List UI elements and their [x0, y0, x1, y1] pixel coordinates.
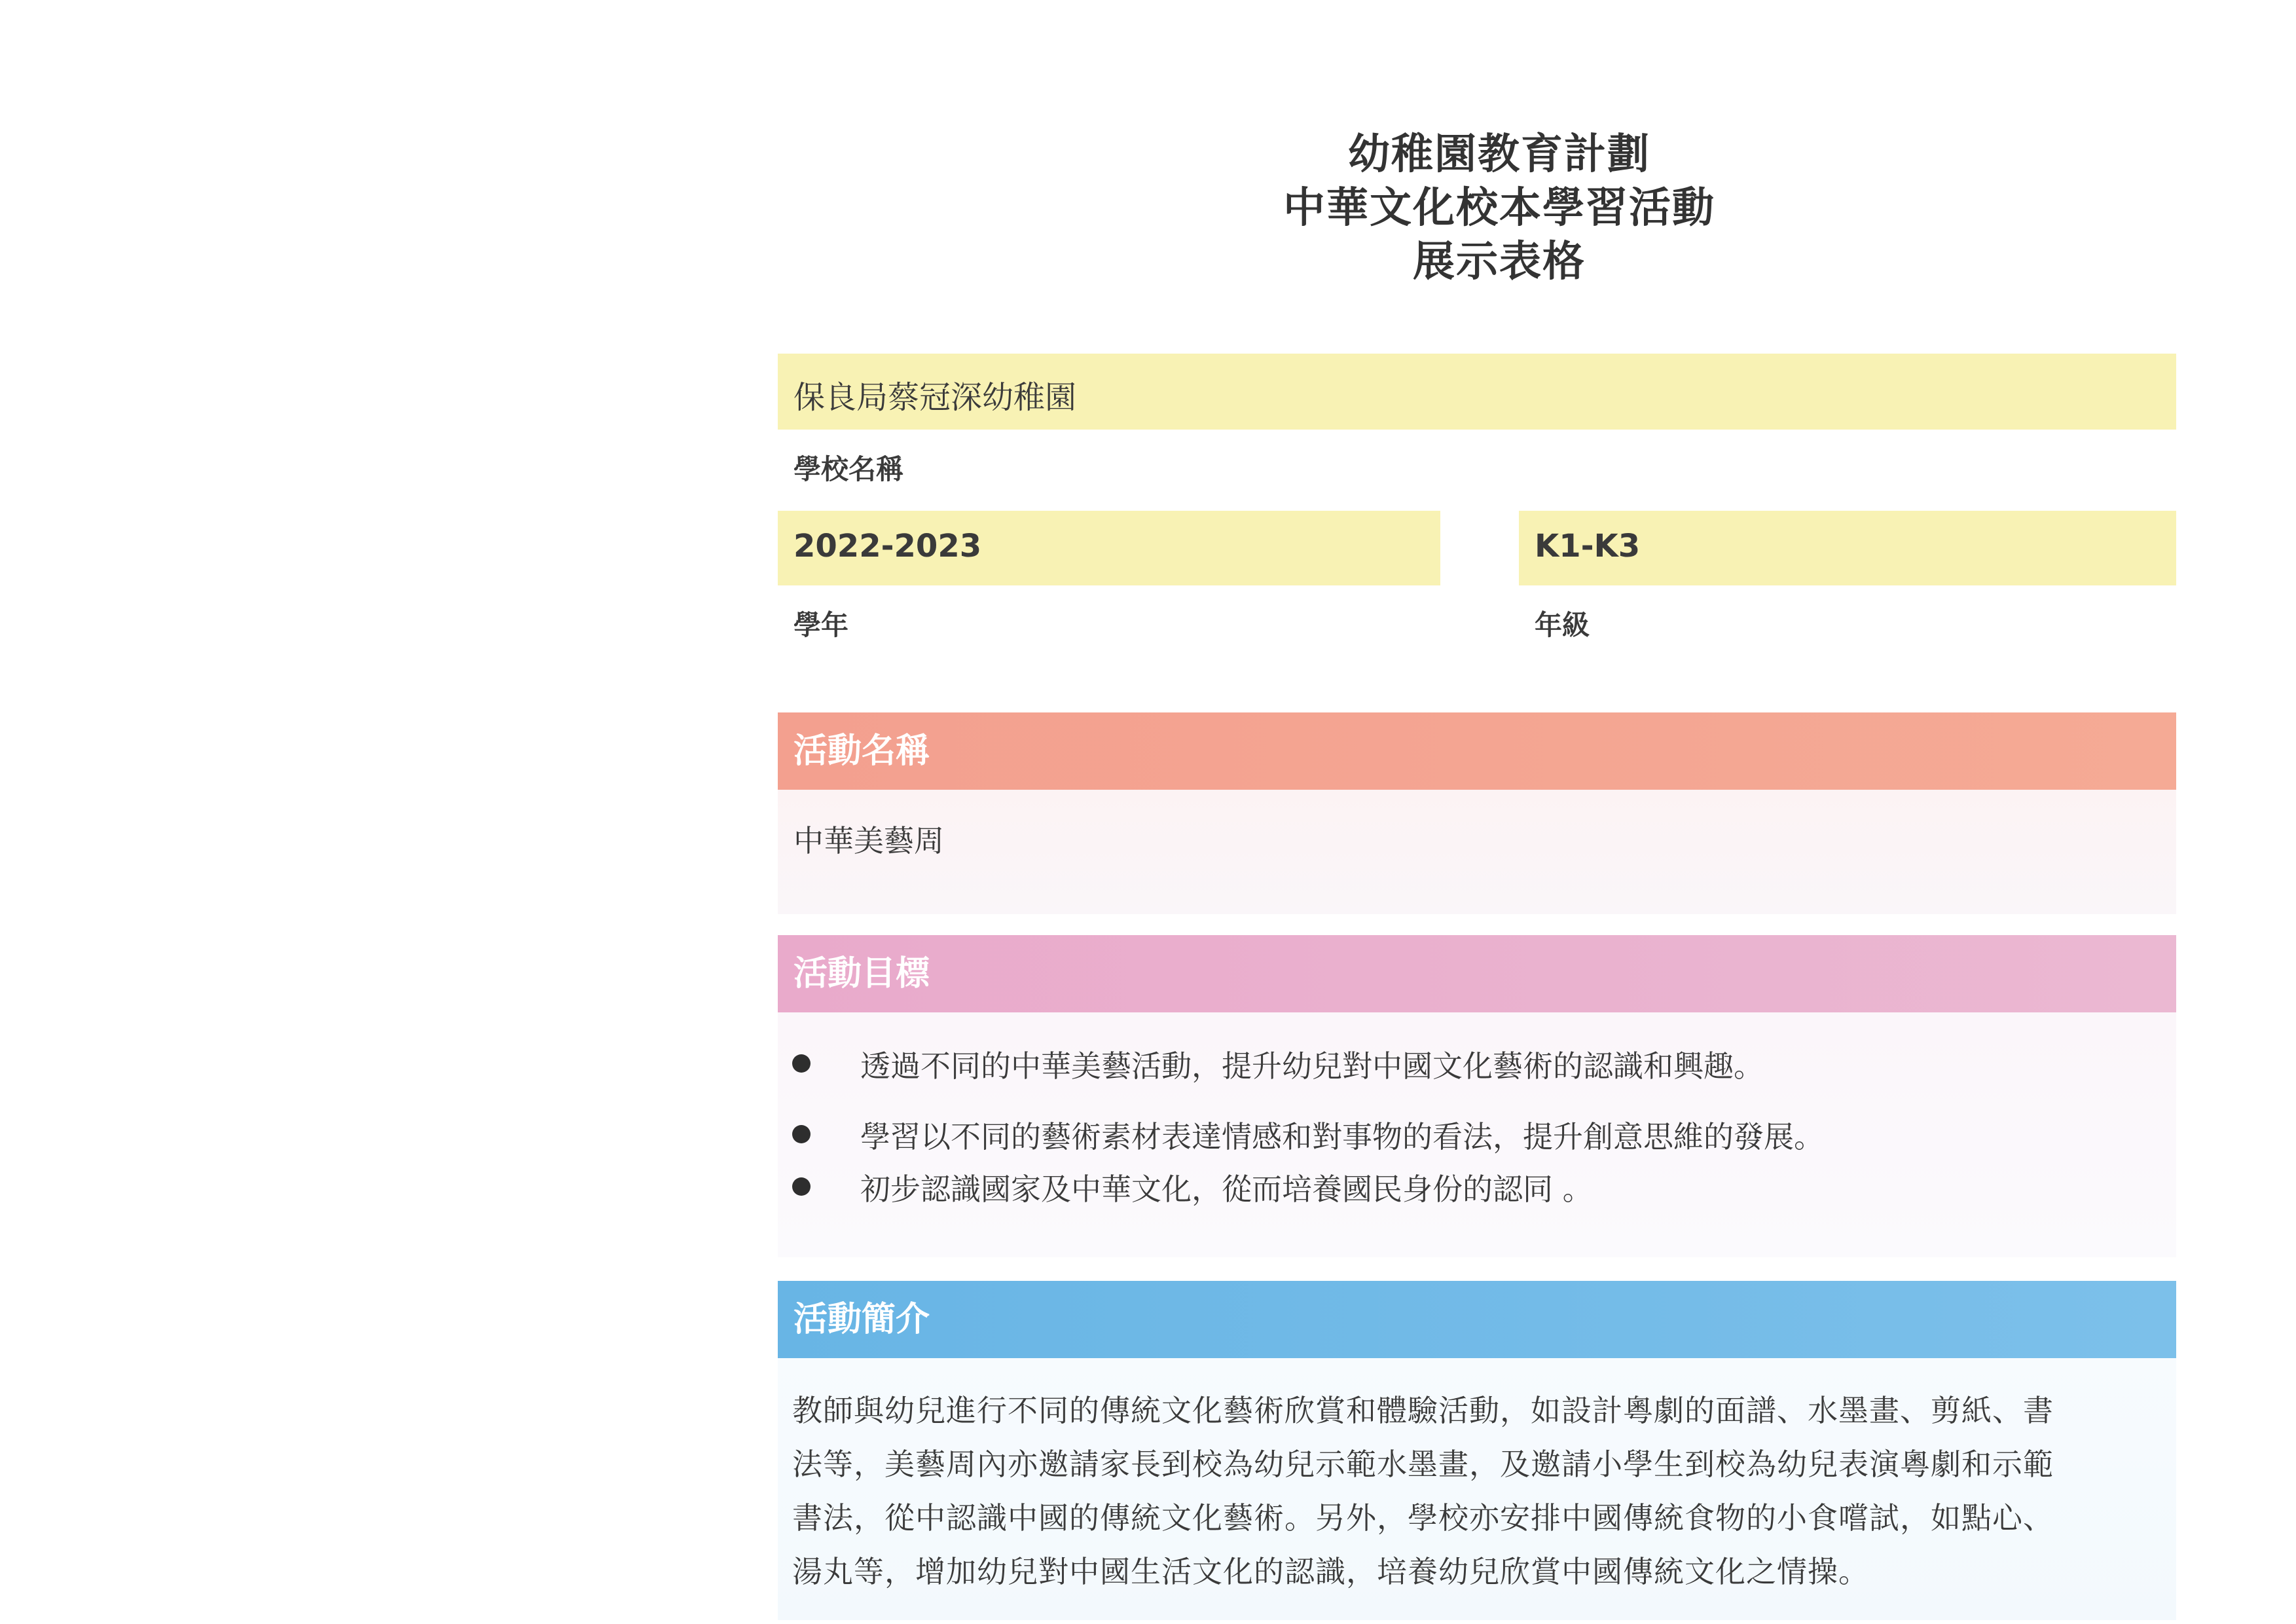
objectives-header: 活動目標 — [778, 935, 2176, 1012]
bullet-icon — [792, 1177, 811, 1196]
activity-name-body — [778, 790, 2176, 914]
document-title — [1172, 128, 1827, 289]
introduction-line-3: 書法，從中認識中國的傳統文化藝術。另外，學校亦安排中國傳統食物的小食嚐試，如點心、 — [792, 1500, 2054, 1536]
school-name-label: 學校名稱 — [793, 453, 904, 485]
grade-label: 年級 — [1535, 609, 1590, 641]
school-name-value: 保良局蔡冠深幼稚園 — [793, 379, 1077, 416]
activity-name-header: 活動名稱 — [778, 712, 2176, 790]
bullet-icon — [792, 1125, 811, 1143]
objective-text: 初步認識國家及中華文化，從而培養國民身份的認同 。 — [860, 1172, 1593, 1207]
introduction-header: 活動簡介 — [778, 1281, 2176, 1358]
title-line-2: 中華文化校本學習活動 — [1283, 184, 1715, 232]
introduction-line-4: 湯丸等，增加幼兒對中國生活文化的認識，培養幼兒欣賞中國傳統文化之情操。 — [792, 1554, 1869, 1589]
introduction-line-2: 法等，美藝周內亦邀請家長到校為幼兒示範水墨畫，及邀請小學生到校為幼兒表演粵劇和示範 — [792, 1447, 2054, 1482]
title-line-3: 展示表格 — [1413, 238, 1586, 286]
title-line-1: 幼稚園教育計劃 — [1348, 130, 1650, 179]
school-year-value: 2022-2023 — [793, 528, 982, 564]
grade-value: K1-K3 — [1535, 528, 1641, 564]
introduction-line-1: 教師與幼兒進行不同的傳統文化藝術欣賞和體驗活動，如設計粵劇的面譜、水墨畫、剪紙、書 — [792, 1393, 2054, 1428]
bullet-icon — [792, 1054, 811, 1073]
objective-text: 學習以不同的藝術素材表達情感和對事物的看法，提升創意思維的發展。 — [860, 1119, 1824, 1154]
objective-text: 透過不同的中華美藝活動，提升幼兒對中國文化藝術的認識和興趣。 — [860, 1048, 1764, 1084]
activity-name-value: 中華美藝周 — [793, 823, 944, 858]
school-year-label: 學年 — [793, 609, 849, 641]
